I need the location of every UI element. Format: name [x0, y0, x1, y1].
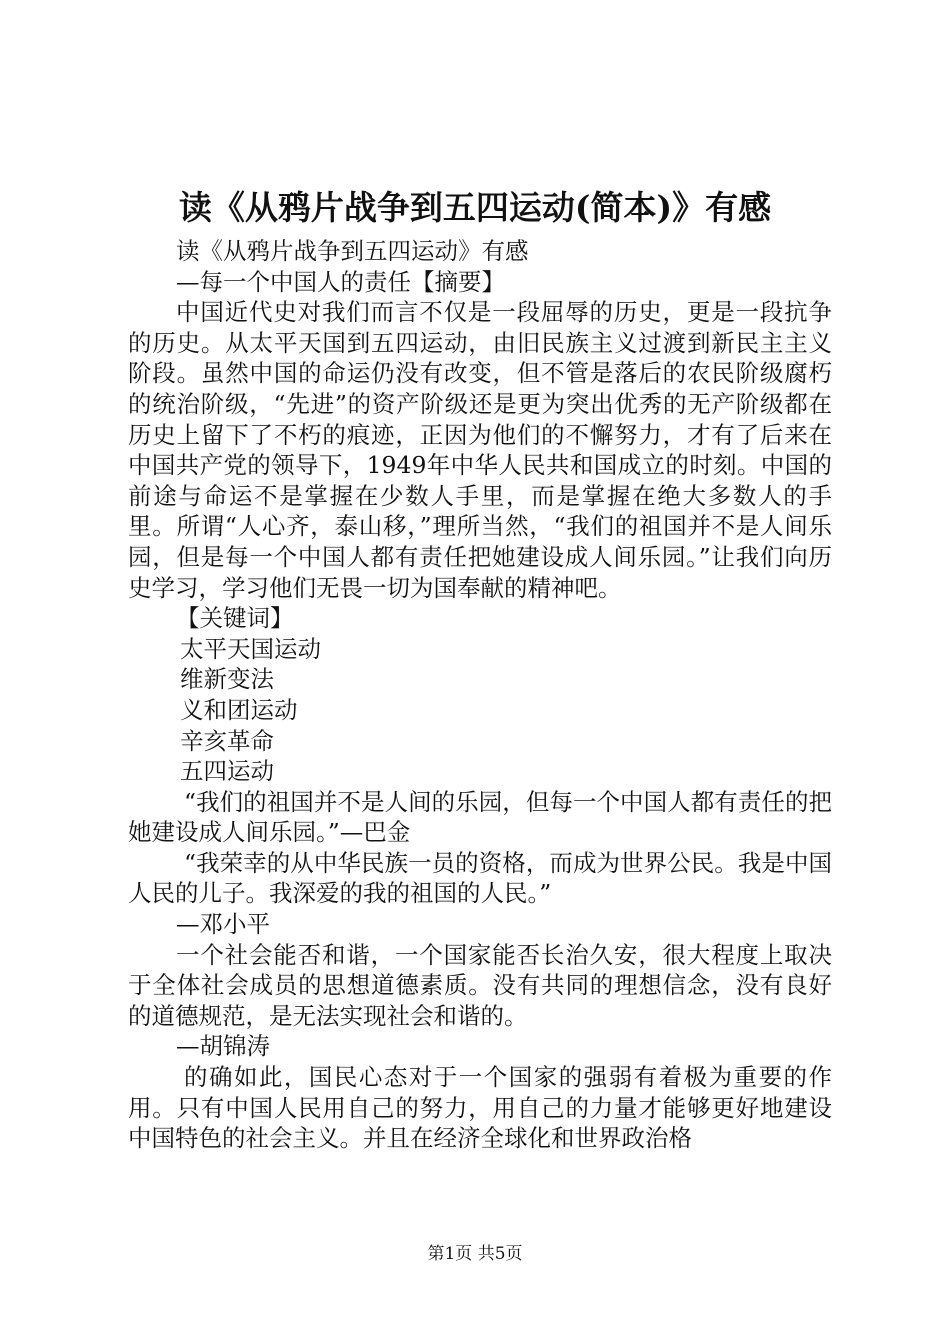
abstract-paragraph: 中国近代史对我们而言不仅是一段屈辱的历史，更是一段抗争的历史。从太平天国到五四运动，由旧民族主义过渡到新民主主义阶段。虽然中国的命运仍没有改变，但不管是落后的农民阶级腐朽的统治阶级，“先进”的资产阶级还是更为突出优秀的无产阶级都在历史上留下了不朽的痕迹，正因为他们的不懈努力，才有了后来在中国共产党的领导下，1949年中华人民共和国成立的时刻。中国的前途与命运不是掌握在少数人手里，而是掌握在绝大多数人的手里。所谓“人心齐，泰山移，”理所当然，“我们的祖国并不是人间乐园，但是每一个中国人都有责任把她建设成人间乐园。”让我们向历史学习，学习他们无畏一切为国奉献的精神吧。 — [128, 298, 832, 602]
keywords-heading: 【关键词】 — [176, 604, 294, 633]
document-body — [128, 236, 832, 1154]
quote-author-dengxiaoping: —邓小平 — [176, 910, 270, 939]
subtitle: 读《从鸦片战争到五四运动》有感 — [176, 237, 529, 265]
body-paragraph: 的确如此，国民心态对于一个国家的强弱有着极为重要的作用。只有中国人民用自己的努力，用自己的力量才能够更好地建设中国特色的社会主义。并且在经济全球化和世界政治格 — [128, 1063, 832, 1153]
page-footer: 第1页 共5页 — [427, 1244, 523, 1264]
keyword-item: 维新变法 — [180, 665, 274, 694]
keyword-item: 五四运动 — [180, 757, 274, 786]
quote-bajin: “我们的祖国并不是人间的乐园，但每一个中国人都有责任的把她建设成人间乐园。”—巴金 — [128, 787, 832, 847]
quote-hujintao: 一个社会能否和谐，一个国家能否长治久安，很大程度上取决于全体社会成员的思想道德素质。没有共同的理想信念，没有良好的道德规范，是无法实现社会和谐的。 — [128, 940, 832, 1030]
quote-author-hujintao: —胡锦涛 — [176, 1032, 270, 1061]
keyword-item: 辛亥革命 — [180, 726, 274, 755]
abstract-heading: —每一个中国人的责任【摘要】 — [176, 267, 505, 296]
document-title: 读《从鸦片战争到五四运动(简本)》有感 — [178, 188, 772, 227]
keyword-item: 太平天国运动 — [180, 634, 321, 663]
keyword-item: 义和团运动 — [180, 695, 298, 724]
quote-dengxiaoping: “我荣幸的从中华民族一员的资格，而成为世界公民。我是中国人民的儿子。我深爱的我的祖国的人民。” — [128, 848, 832, 908]
